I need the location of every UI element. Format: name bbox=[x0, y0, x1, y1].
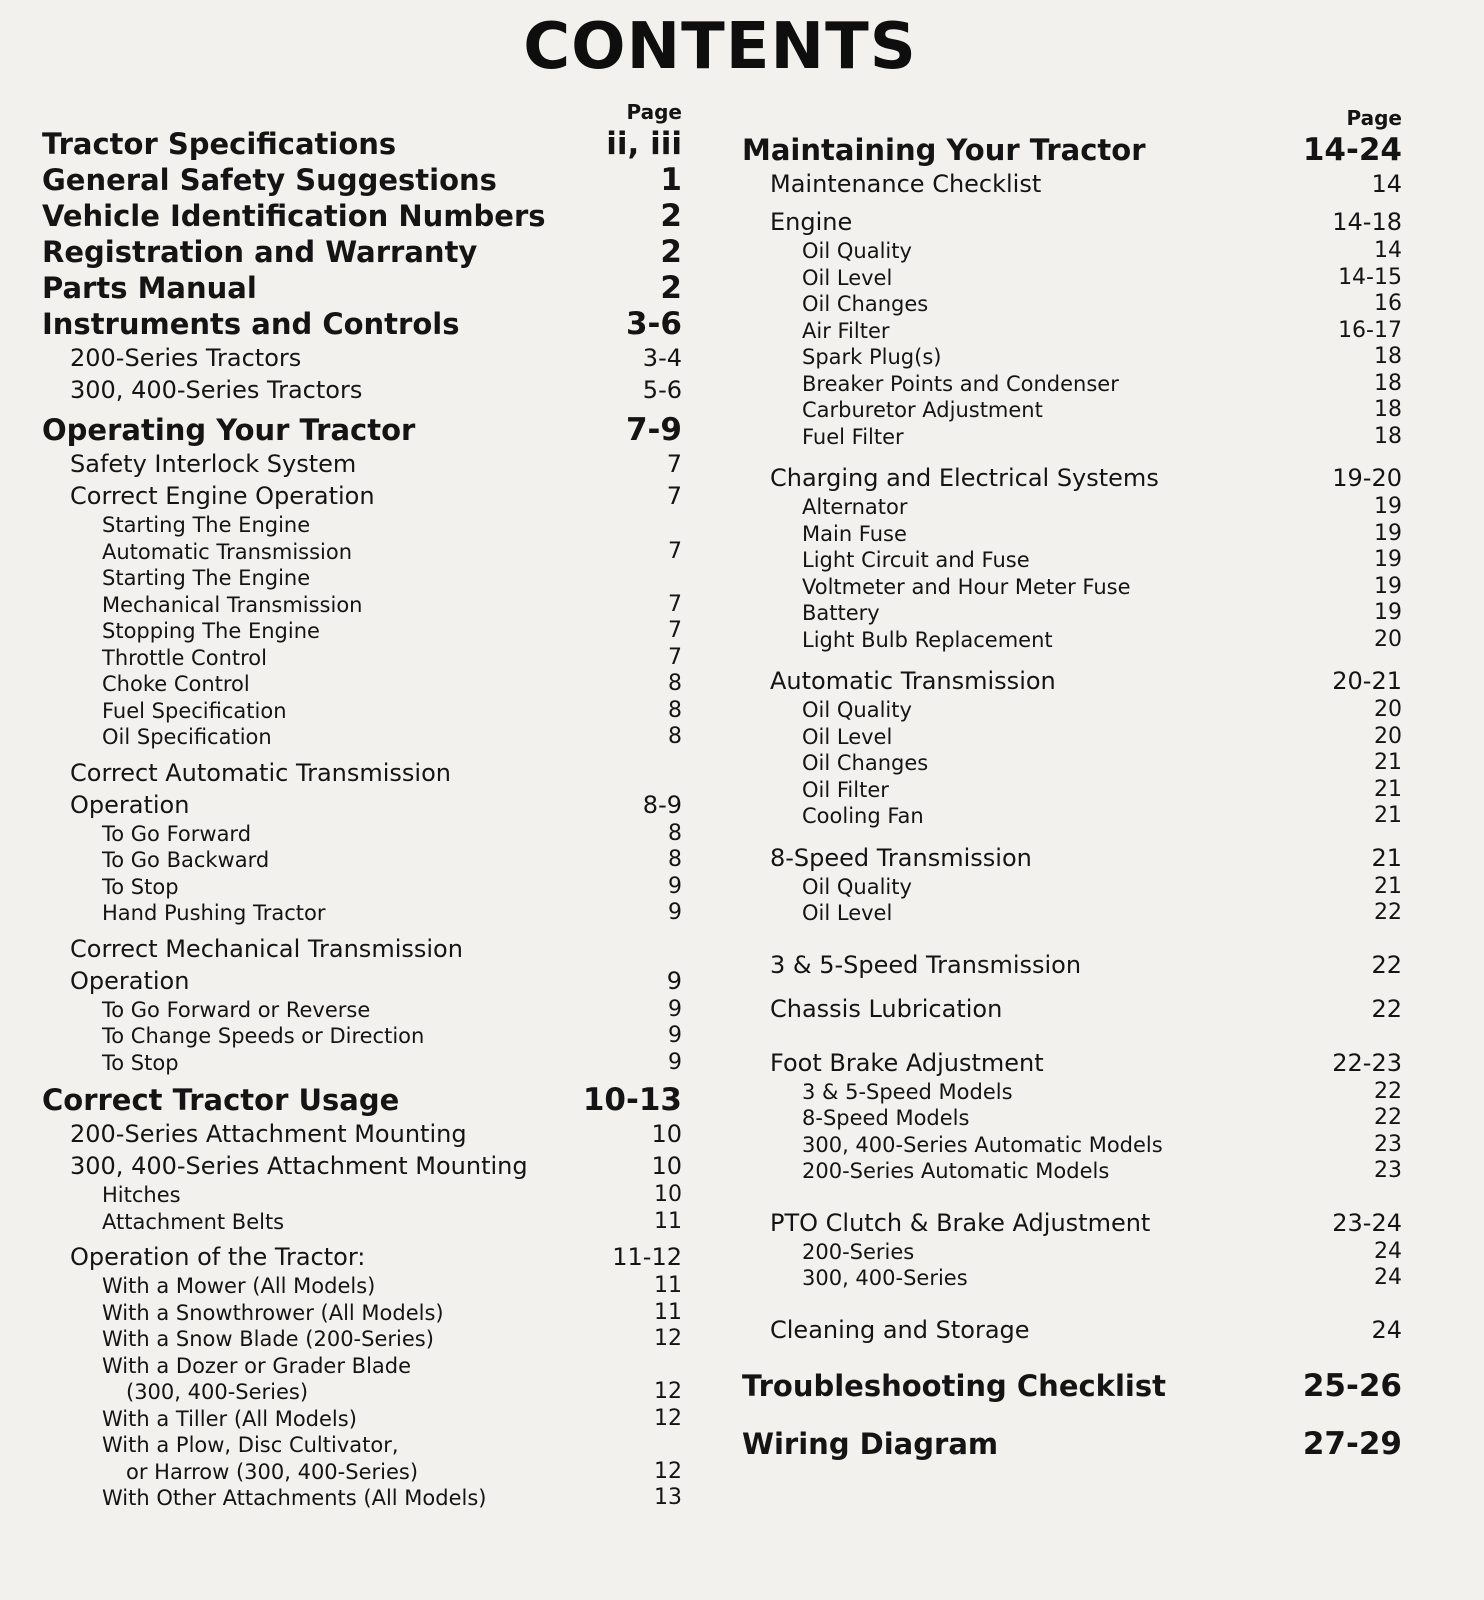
toc-entry-title: Correct Engine Operation bbox=[70, 482, 375, 510]
toc-entry-page: 21 bbox=[1374, 750, 1402, 775]
toc-entry-title: To Go Forward or Reverse bbox=[102, 997, 371, 1022]
toc-entry[interactable] bbox=[42, 645, 682, 672]
toc-entry-page: 11 bbox=[654, 1273, 682, 1298]
toc-entry[interactable] bbox=[742, 238, 1402, 265]
toc-entry-page: 14-18 bbox=[1332, 208, 1402, 236]
toc-entry-title: Chassis Lubrication bbox=[770, 994, 1003, 1023]
toc-entry-page: 24 bbox=[1371, 1315, 1402, 1344]
toc-entry[interactable] bbox=[742, 803, 1402, 830]
toc-entry-page: 11 bbox=[654, 1299, 682, 1325]
toc-entry-title: With a Snow Blade (200-Series) bbox=[102, 1327, 434, 1351]
toc-entry[interactable] bbox=[42, 198, 682, 234]
toc-entry-title: Voltmeter and Hour Meter Fuse bbox=[802, 574, 1131, 599]
toc-entry[interactable] bbox=[742, 206, 1402, 238]
toc-entry[interactable] bbox=[742, 168, 1402, 200]
toc-entry[interactable] bbox=[742, 627, 1402, 654]
toc-entry[interactable] bbox=[742, 318, 1402, 345]
toc-entry-page: 16-17 bbox=[1338, 317, 1402, 343]
toc-entry-title: 200-Series Automatic Models bbox=[802, 1159, 1110, 1183]
toc-entry-title: Stopping The Engine bbox=[102, 619, 320, 643]
toc-entry-title: 8-Speed Transmission bbox=[770, 843, 1032, 872]
toc-entry-page: 7-9 bbox=[625, 412, 682, 448]
toc-entry-page: 7 bbox=[668, 591, 682, 617]
toc-entry-title: Oil Quality bbox=[802, 239, 912, 263]
toc-entry-page: 13 bbox=[654, 1485, 682, 1510]
toc-entry-title: Tractor Specifications bbox=[42, 127, 397, 161]
toc-entry-page: 18 bbox=[1374, 344, 1402, 369]
toc-entry-title: Foot Brake Adjustment bbox=[770, 1048, 1044, 1077]
toc-entry[interactable] bbox=[742, 1426, 1402, 1462]
toc-entry-page: 12 bbox=[654, 1458, 682, 1484]
toc-entry[interactable] bbox=[42, 874, 682, 901]
toc-entry[interactable] bbox=[42, 1209, 682, 1236]
toc-entry-page: 9 bbox=[668, 1049, 682, 1075]
toc-entry-page: 10 bbox=[651, 1120, 682, 1148]
toc-entry-page: 7 bbox=[668, 644, 682, 670]
toc-entry-title: Fuel Filter bbox=[802, 424, 904, 449]
toc-entry[interactable] bbox=[742, 600, 1402, 627]
toc-entry[interactable] bbox=[42, 1241, 682, 1273]
toc-entry-page: 22 bbox=[1374, 1105, 1402, 1130]
toc-entry-page: 7 bbox=[668, 618, 682, 643]
toc-entry-page: 11-12 bbox=[612, 1243, 682, 1271]
toc-entry[interactable] bbox=[742, 462, 1402, 494]
toc-entry-title: Cooling Fan bbox=[802, 804, 924, 828]
toc-entry-title: With a Plow, Disc Cultivator, bbox=[102, 1433, 399, 1457]
toc-entry[interactable] bbox=[42, 374, 682, 406]
page-title: CONTENTS bbox=[523, 10, 917, 84]
toc-entry-page: 14 bbox=[1374, 238, 1402, 263]
toc-entry-page: 2 bbox=[660, 234, 682, 270]
toc-entry-page: 22-23 bbox=[1332, 1048, 1402, 1077]
toc-entry-title: 200-Series Attachment Mounting bbox=[70, 1120, 467, 1148]
toc-entry[interactable] bbox=[42, 126, 682, 162]
toc-entry[interactable] bbox=[42, 847, 682, 874]
toc-entry-page: 9 bbox=[666, 966, 682, 995]
toc-entry-title: Operation of the Tractor: bbox=[70, 1243, 366, 1271]
toc-entry-page: 7 bbox=[668, 538, 682, 564]
toc-entry-page: 18 bbox=[1374, 370, 1402, 396]
toc-entry-page: 19-20 bbox=[1332, 464, 1402, 492]
toc-entry-page: 27-29 bbox=[1302, 1425, 1402, 1462]
toc-entry-page: 8 bbox=[668, 724, 682, 749]
toc-entry-page: 20 bbox=[1374, 626, 1402, 652]
toc-entry-page: 20-21 bbox=[1332, 667, 1402, 695]
toc-entry-page: 8 bbox=[668, 697, 682, 723]
toc-entry[interactable] bbox=[742, 397, 1402, 424]
toc-entry[interactable] bbox=[42, 1023, 682, 1050]
toc-entry-title: To Change Speeds or Direction bbox=[102, 1024, 425, 1048]
toc-entry-title: Instruments and Controls bbox=[42, 307, 460, 341]
toc-entry-title: With Other Attachments (All Models) bbox=[102, 1486, 487, 1510]
toc-entry[interactable] bbox=[42, 1485, 682, 1512]
toc-entry-page: 3-6 bbox=[625, 306, 682, 342]
toc-entry-title: With a Mower (All Models) bbox=[102, 1274, 376, 1298]
toc-entry-title: Automatic Transmission bbox=[770, 667, 1056, 695]
toc-entry-title: Engine bbox=[770, 208, 853, 236]
toc-entry[interactable] bbox=[42, 480, 682, 512]
toc-entry-title: General Safety Suggestions bbox=[42, 163, 497, 197]
toc-entry[interactable] bbox=[42, 1300, 682, 1327]
toc-entry-page: 19 bbox=[1374, 547, 1402, 572]
toc-entry-title: Correct Mechanical Transmission bbox=[70, 934, 463, 963]
toc-entry-title: Operation bbox=[70, 966, 190, 995]
toc-entry-page: 9 bbox=[668, 1023, 682, 1048]
toc-entry-page: 10 bbox=[654, 1182, 682, 1207]
toc-entry-page: 14 bbox=[1371, 170, 1402, 198]
toc-entry-title: Charging and Electrical Systems bbox=[770, 464, 1159, 492]
toc-entry[interactable] bbox=[742, 344, 1402, 371]
toc-entry-title: Main Fuse bbox=[802, 521, 907, 546]
toc-entry[interactable] bbox=[742, 874, 1402, 901]
toc-entry[interactable] bbox=[42, 724, 682, 751]
toc-entry[interactable] bbox=[42, 270, 682, 306]
toc-entry-page: 8-9 bbox=[642, 790, 682, 819]
toc-entry-page: 16 bbox=[1374, 291, 1402, 316]
toc-entry-page: ii, iii bbox=[606, 126, 682, 162]
toc-entry-page: 10-13 bbox=[582, 1082, 682, 1118]
toc-entry-title: Cleaning and Storage bbox=[770, 1315, 1030, 1344]
toc-entry[interactable] bbox=[742, 665, 1402, 697]
toc-entry-page: 12 bbox=[654, 1405, 682, 1431]
toc-entry-title: Oil Filter bbox=[802, 777, 889, 802]
toc-entry[interactable] bbox=[42, 412, 682, 448]
toc-entry-title: Oil Level bbox=[802, 265, 893, 290]
toc-entry-page: 14-24 bbox=[1302, 132, 1402, 168]
toc-entry[interactable] bbox=[742, 132, 1402, 168]
toc-entry-page: 9 bbox=[668, 996, 682, 1022]
toc-entry-page: 22 bbox=[1371, 950, 1402, 979]
toc-entry[interactable] bbox=[742, 1079, 1402, 1106]
toc-entry-page: 3-4 bbox=[642, 344, 682, 372]
toc-entry-title: 200-Series Tractors bbox=[70, 344, 302, 372]
toc-entry[interactable] bbox=[42, 1406, 682, 1433]
toc-entry[interactable] bbox=[42, 1050, 682, 1077]
toc-entry-title: Breaker Points and Condenser bbox=[802, 371, 1119, 396]
toc-entry[interactable] bbox=[42, 1459, 682, 1486]
toc-entry-title: 300, 400-Series Tractors bbox=[70, 376, 363, 404]
toc-entry-page: 18 bbox=[1374, 397, 1402, 422]
toc-entry[interactable] bbox=[742, 697, 1402, 724]
toc-entry-page: 2 bbox=[660, 270, 682, 306]
toc-entry[interactable] bbox=[42, 512, 682, 539]
toc-entry-title: Maintenance Checklist bbox=[770, 170, 1042, 198]
toc-entry-page: 8 bbox=[668, 820, 682, 846]
toc-entry[interactable] bbox=[42, 933, 682, 965]
toc-entry[interactable] bbox=[42, 965, 682, 997]
toc-entry-title: Throttle Control bbox=[102, 645, 267, 670]
toc-entry[interactable] bbox=[742, 750, 1402, 777]
toc-entry-title: Spark Plug(s) bbox=[802, 345, 942, 369]
toc-entry-title: Starting The Engine bbox=[102, 513, 311, 537]
toc-entry-title: Choke Control bbox=[102, 672, 250, 696]
toc-entry-title: Oil Quality bbox=[802, 874, 912, 899]
toc-entry[interactable] bbox=[42, 1118, 682, 1150]
toc-entry-title: 300, 400-Series bbox=[802, 1266, 968, 1290]
toc-entry-title: Oil Changes bbox=[802, 751, 929, 775]
toc-entry-page: 12 bbox=[654, 1326, 682, 1351]
toc-entry-title: To Go Backward bbox=[102, 848, 270, 872]
toc-entry-title: Correct Automatic Transmission bbox=[70, 758, 451, 787]
toc-entry[interactable] bbox=[742, 900, 1402, 927]
page-column-header: Page bbox=[1346, 106, 1402, 130]
toc-entry-page: 19 bbox=[1374, 573, 1402, 599]
toc-entry[interactable] bbox=[742, 521, 1402, 548]
toc-entry-title: Oil Changes bbox=[802, 292, 929, 316]
toc-entry-title: Automatic Transmission bbox=[102, 539, 353, 564]
toc-entry[interactable] bbox=[742, 494, 1402, 521]
toc-entry[interactable] bbox=[42, 698, 682, 725]
toc-entry[interactable] bbox=[42, 821, 682, 848]
toc-entry-title: 300, 400-Series Automatic Models bbox=[802, 1132, 1163, 1157]
toc-entry-title: Operating Your Tractor bbox=[42, 413, 416, 447]
toc-entry[interactable] bbox=[42, 565, 682, 592]
toc-entry-title: With a Tiller (All Models) bbox=[102, 1406, 357, 1431]
toc-entry-title: With a Dozer or Grader Blade bbox=[102, 1353, 412, 1378]
toc-entry-page: 1 bbox=[660, 162, 682, 198]
toc-entry-title: PTO Clutch & Brake Adjustment bbox=[770, 1208, 1151, 1237]
toc-entry-title: Fuel Specification bbox=[102, 698, 287, 723]
toc-entry[interactable] bbox=[42, 618, 682, 645]
toc-entry-title: Oil Level bbox=[802, 724, 893, 749]
toc-entry[interactable] bbox=[742, 1265, 1402, 1292]
toc-entry-page: 21 bbox=[1371, 843, 1402, 872]
toc-entry-page: 14-15 bbox=[1338, 264, 1402, 290]
toc-entry-title: Maintaining Your Tractor bbox=[742, 133, 1146, 167]
toc-entry[interactable] bbox=[742, 949, 1402, 981]
toc-entry[interactable] bbox=[42, 1353, 682, 1380]
toc-entry[interactable] bbox=[42, 997, 682, 1024]
toc-entry[interactable] bbox=[742, 842, 1402, 874]
toc-entry-title: Alternator bbox=[802, 495, 908, 519]
toc-right-column bbox=[742, 104, 1402, 1462]
toc-entry-page: 23 bbox=[1374, 1158, 1402, 1183]
toc-entry[interactable] bbox=[742, 1047, 1402, 1079]
toc-entry-title: To Stop bbox=[102, 1050, 179, 1075]
toc-entry-page: 5-6 bbox=[642, 376, 682, 404]
toc-entry-page: 19 bbox=[1374, 600, 1402, 625]
toc-entry[interactable] bbox=[42, 789, 682, 821]
toc-entry-page: 20 bbox=[1374, 697, 1402, 722]
toc-entry-title: Vehicle Identification Numbers bbox=[42, 199, 546, 233]
toc-entry-page: 8 bbox=[668, 671, 682, 696]
toc-entry[interactable] bbox=[42, 1273, 682, 1300]
toc-entry-title: 3 & 5-Speed Models bbox=[802, 1079, 1013, 1104]
toc-entry[interactable] bbox=[42, 757, 682, 789]
toc-entry-page: 19 bbox=[1374, 520, 1402, 546]
toc-entry-page: 24 bbox=[1374, 1265, 1402, 1290]
toc-entry[interactable] bbox=[742, 1368, 1402, 1404]
toc-entry[interactable] bbox=[742, 371, 1402, 398]
toc-entry[interactable] bbox=[42, 1182, 682, 1209]
toc-entry-page: 2 bbox=[660, 198, 682, 234]
toc-entry[interactable] bbox=[42, 671, 682, 698]
toc-entry-title: Light Bulb Replacement bbox=[802, 627, 1053, 652]
toc-entry-title: Parts Manual bbox=[42, 271, 257, 305]
toc-entry[interactable] bbox=[742, 1132, 1402, 1159]
toc-entry[interactable] bbox=[42, 1432, 682, 1459]
toc-entry-title: Attachment Belts bbox=[102, 1209, 285, 1234]
toc-entry[interactable] bbox=[742, 1207, 1402, 1239]
toc-entry-page: 22 bbox=[1374, 900, 1402, 925]
toc-entry[interactable] bbox=[742, 574, 1402, 601]
toc-entry[interactable] bbox=[742, 1158, 1402, 1185]
toc-entry[interactable] bbox=[742, 777, 1402, 804]
toc-entry[interactable] bbox=[742, 1314, 1402, 1346]
toc-entry-title: Oil Level bbox=[802, 901, 893, 925]
toc-entry-page: 21 bbox=[1374, 776, 1402, 802]
toc-entry[interactable] bbox=[42, 1326, 682, 1353]
toc-entry-title: 300, 400-Series Attachment Mounting bbox=[70, 1152, 528, 1180]
toc-entry-title: Correct Tractor Usage bbox=[42, 1083, 400, 1117]
toc-entry-title: To Go Forward bbox=[102, 821, 252, 846]
toc-entry[interactable] bbox=[742, 547, 1402, 574]
toc-entry-page: 11 bbox=[654, 1208, 682, 1234]
toc-entry-title: 8-Speed Models bbox=[802, 1106, 970, 1130]
toc-entry[interactable] bbox=[742, 1239, 1402, 1266]
toc-entry[interactable] bbox=[742, 993, 1402, 1025]
toc-entry-title: Safety Interlock System bbox=[70, 450, 357, 478]
toc-entry-title: Light Circuit and Fuse bbox=[802, 548, 1030, 572]
toc-entry-title: Registration and Warranty bbox=[42, 235, 478, 269]
toc-entry-title: Carburetor Adjustment bbox=[802, 398, 1043, 422]
toc-entry[interactable] bbox=[742, 291, 1402, 318]
page-column-header: Page bbox=[626, 100, 682, 124]
toc-entry-title: Oil Specification bbox=[102, 725, 272, 749]
toc-entry[interactable] bbox=[42, 1150, 682, 1182]
toc-entry-page: 8 bbox=[668, 847, 682, 872]
toc-entry-page: 23 bbox=[1374, 1131, 1402, 1157]
toc-entry-title: Battery bbox=[802, 601, 880, 625]
toc-entry-page: 19 bbox=[1374, 494, 1402, 519]
toc-entry-page: 18 bbox=[1374, 423, 1402, 449]
toc-entry-title: Hand Pushing Tractor bbox=[102, 901, 326, 925]
toc-entry-page: 23-24 bbox=[1332, 1208, 1402, 1237]
toc-entry-page: 25-26 bbox=[1302, 1367, 1402, 1404]
toc-entry[interactable] bbox=[742, 265, 1402, 292]
toc-entry-title: 3 & 5-Speed Transmission bbox=[770, 950, 1082, 979]
toc-entry-title: or Harrow (300, 400-Series) bbox=[126, 1459, 419, 1484]
toc-entry-title: Hitches bbox=[102, 1183, 181, 1207]
toc-entry-page: 24 bbox=[1374, 1238, 1402, 1264]
toc-entry[interactable] bbox=[742, 424, 1402, 451]
toc-entry[interactable] bbox=[42, 448, 682, 480]
toc-entry-title: (300, 400-Series) bbox=[126, 1380, 309, 1404]
toc-entry-title: Troubleshooting Checklist bbox=[742, 1368, 1166, 1403]
toc-entry-page: 21 bbox=[1374, 873, 1402, 899]
toc-entry-page: 9 bbox=[668, 873, 682, 899]
toc-entry-title: To Stop bbox=[102, 874, 179, 899]
toc-entry[interactable] bbox=[742, 724, 1402, 751]
toc-entry-title: Air Filter bbox=[802, 318, 890, 343]
toc-entry-title: Oil Quality bbox=[802, 698, 912, 722]
toc-entry[interactable] bbox=[42, 306, 682, 342]
toc-entry-title: Wiring Diagram bbox=[742, 1426, 999, 1461]
toc-entry-page: 22 bbox=[1374, 1078, 1402, 1104]
toc-entry-page: 21 bbox=[1374, 803, 1402, 828]
toc-entry[interactable] bbox=[42, 1379, 682, 1406]
toc-entry-title: 200-Series bbox=[802, 1239, 915, 1264]
toc-entry-page: 7 bbox=[666, 450, 682, 478]
toc-entry-page: 10 bbox=[651, 1152, 682, 1180]
toc-entry[interactable] bbox=[42, 234, 682, 270]
toc-entry-page: 7 bbox=[666, 482, 682, 510]
toc-entry[interactable] bbox=[42, 162, 682, 198]
toc-entry-title: Operation bbox=[70, 790, 190, 819]
toc-left-column bbox=[42, 98, 682, 1512]
toc-entry-page: 12 bbox=[654, 1379, 682, 1404]
toc-entry-title: Mechanical Transmission bbox=[102, 592, 363, 617]
toc-entry[interactable] bbox=[42, 539, 682, 566]
toc-entry[interactable] bbox=[742, 1105, 1402, 1132]
toc-entry[interactable] bbox=[42, 1082, 682, 1118]
toc-entry-title: With a Snowthrower (All Models) bbox=[102, 1300, 444, 1325]
toc-entry-page: 20 bbox=[1374, 723, 1402, 749]
toc-entry[interactable] bbox=[42, 342, 682, 374]
toc-entry[interactable] bbox=[42, 900, 682, 927]
toc-entry-page: 22 bbox=[1371, 994, 1402, 1023]
toc-entry-title: Starting The Engine bbox=[102, 566, 311, 590]
toc-entry-page: 9 bbox=[668, 900, 682, 925]
toc-entry[interactable] bbox=[42, 592, 682, 619]
